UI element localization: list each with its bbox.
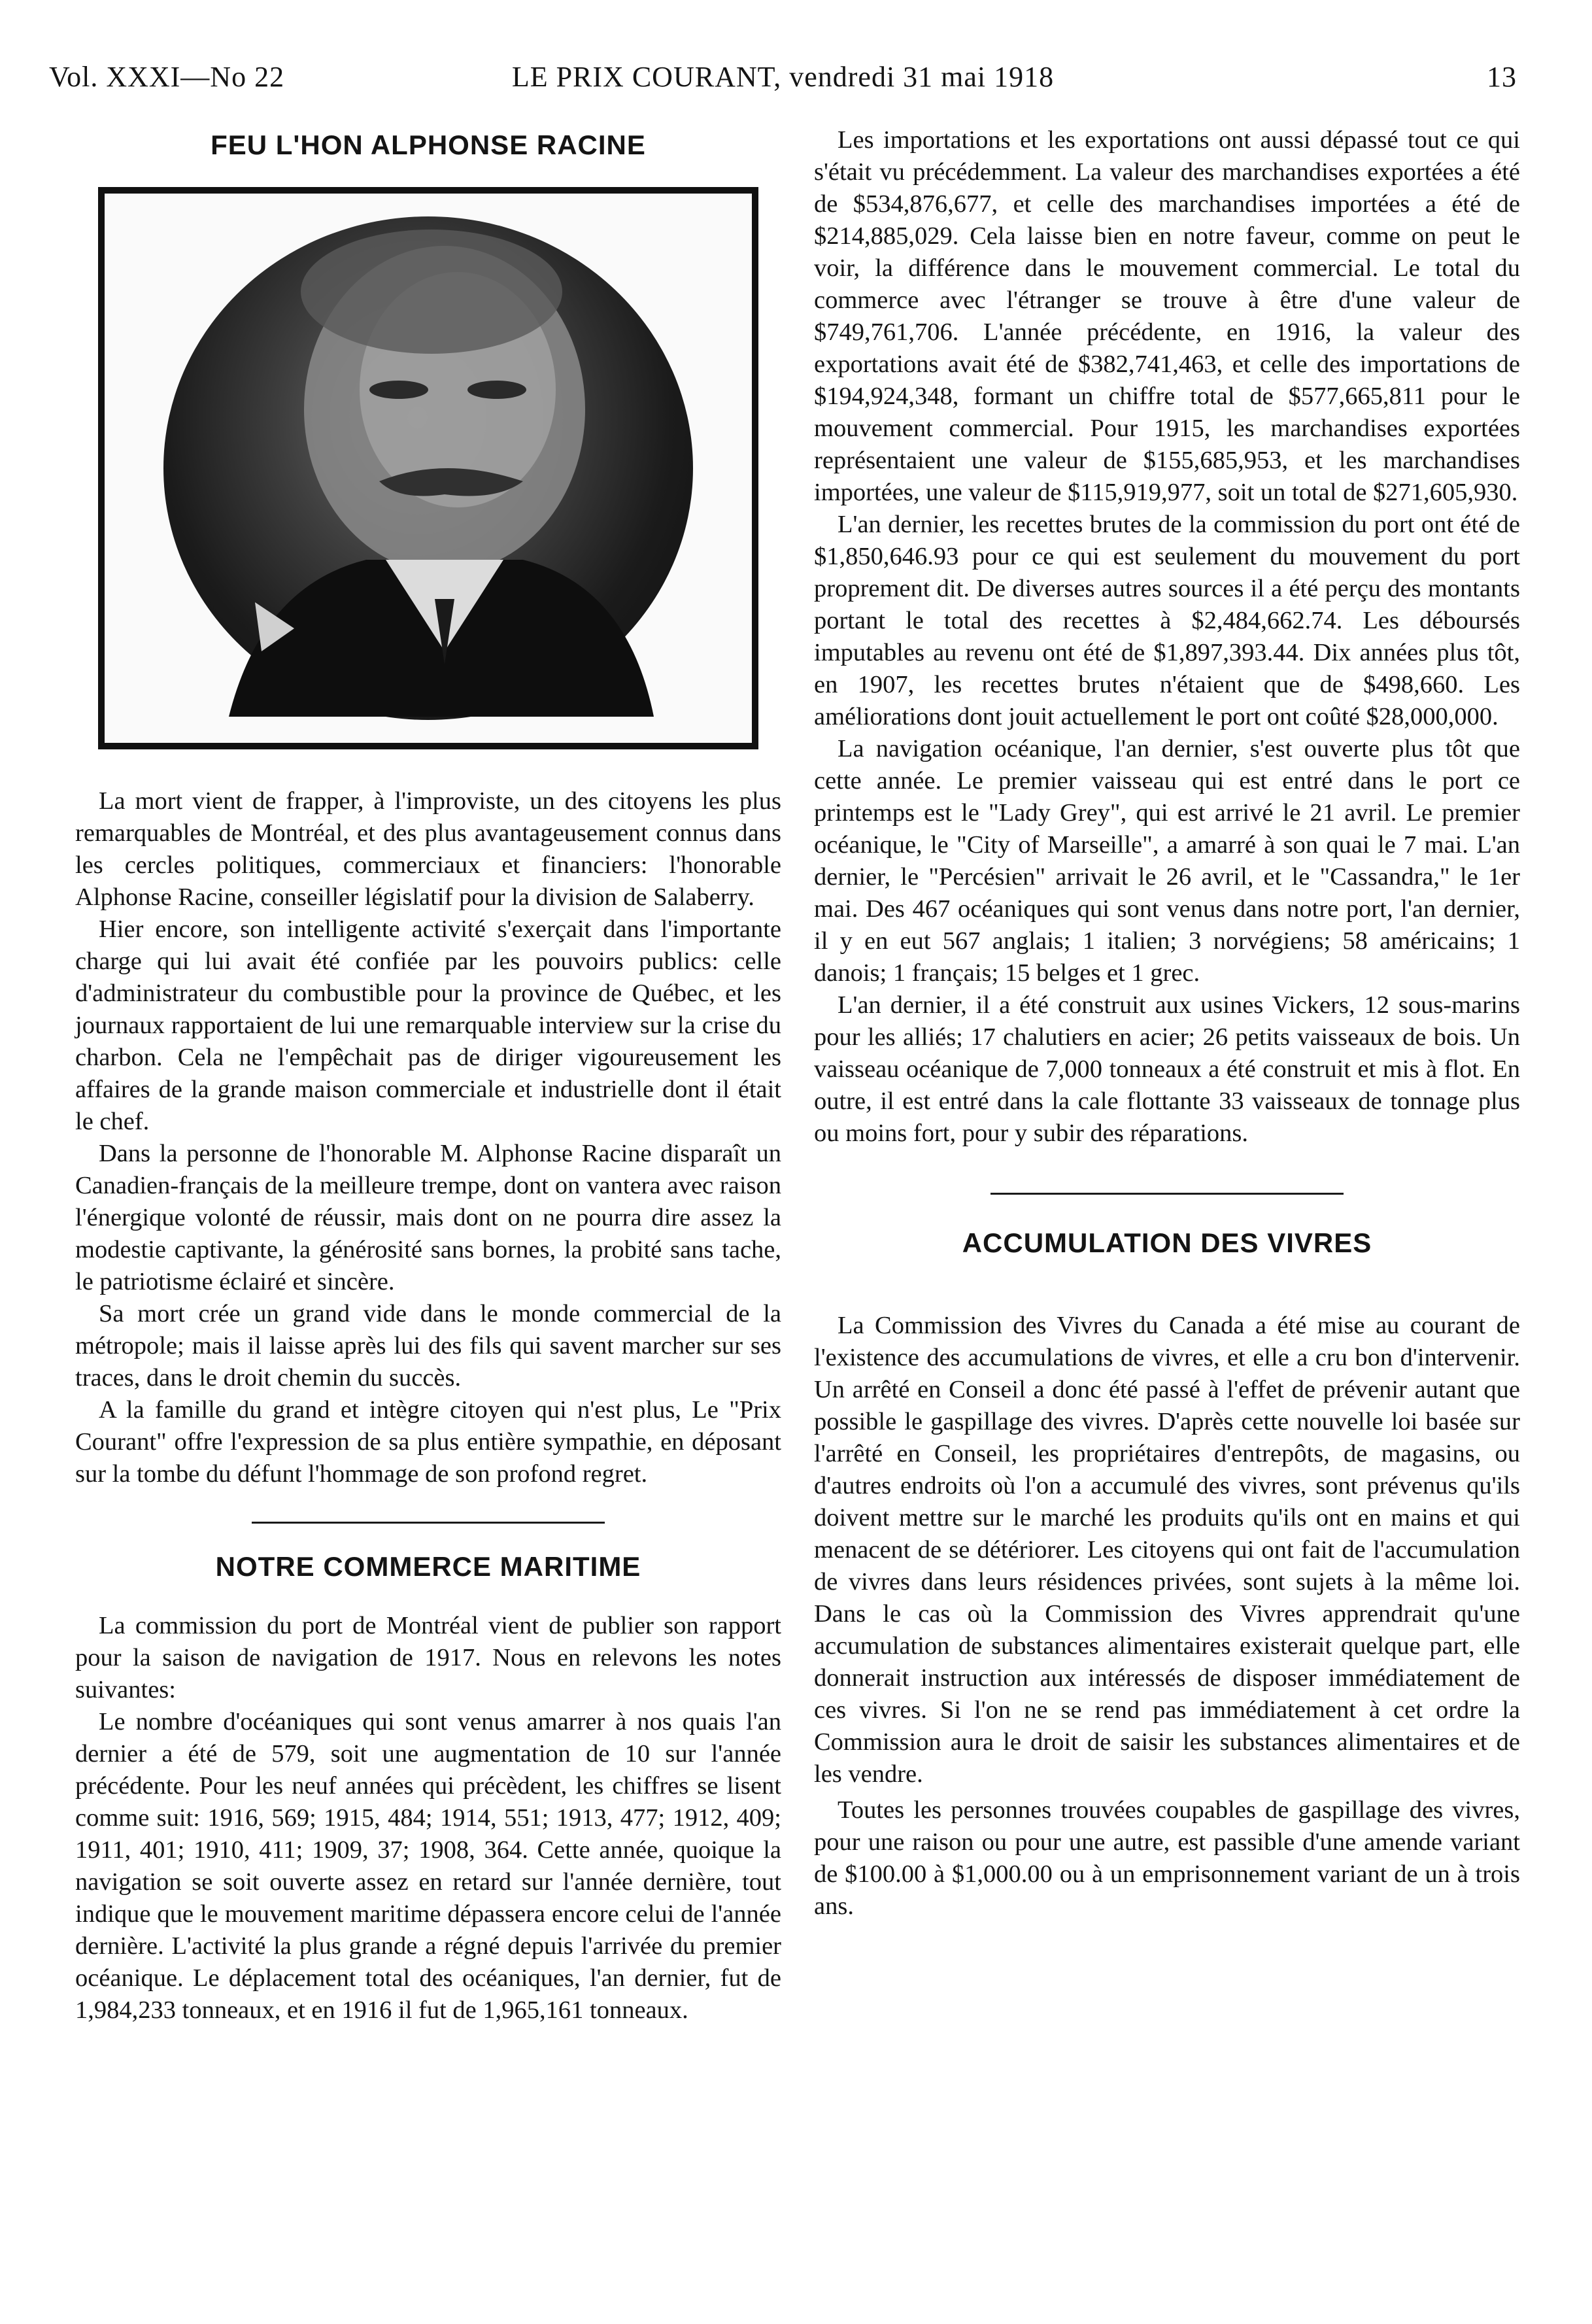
page-number: 13 [1487, 61, 1517, 93]
page-header [49, 60, 1517, 106]
right-column [814, 124, 1520, 1922]
masthead: LE PRIX COURANT, vendredi 31 mai 1918 [511, 61, 1055, 93]
paragraph: Sa mort crée un grand vide dans le monde commercial de la métropole; mais il laisse après lui des fils qui savent marcher sur ses traces, dans le droit chemin du succès. [75, 1300, 781, 1392]
portrait-figure [105, 194, 752, 743]
paragraph: Hier encore, son intelligente activité s'exerçait dans l'importante charge qui lui avait été confiée par les pouvoirs publics: celle d'administrateur du combustible pour la province de Québec, et les journaux rapportaient de lui une remarquable interview sur la crise du charbon. Cela ne l'empêchait pas de diriger vigoureusement les affaires de la grande maison commerciale et industrielle dont il était le chef. [75, 915, 781, 1135]
article-title-racine: FEU L'HON ALPHONSE RACINE [211, 129, 646, 160]
paragraph: Dans la personne de l'honorable M. Alphonse Racine disparaît un Canadien-français de la meilleure trempe, dont on vantera avec raison l'énergique volonté de réussir, mais dont on ne pourra dire assez la modestie captivante, la générosité sans bornes, la probité sans tache, le patriotisme éclairé et sincère. [75, 1140, 781, 1295]
volume-number: Vol. XXXI—No 22 [49, 61, 285, 93]
paragraph: La Commission des Vivres du Canada a été mise au courant de l'existence des accumulations de vivres, et elle a cru bon d'intervenir. Un arrêté en Conseil a donc été passé à l'effet de prévenir autant que possible le gaspillage des vivres. D'après cette nouvelle loi basée sur l'arrêté en Conseil, les propriétaires d'entrepôts, de magasins, ou d'autres endroits où l'on a accumulé des vivres, sont prévenus qu'ils doivent mettre sur le marché les produits qu'ils ont en mains et qui menacent de se détériorer. Les citoyens qui ont fait de l'accumulation de vivres dans leurs résidences privées, sont sujets à la même loi. Dans le cas où la Commission des Vivres apprendrait qu'une accumulation de substances alimentaires existerait quelque part, elle donnerait instruction aux intéressés de disposer immédiatement de ces vivres. Si l'on ne se rend pas immédiatement à cet ordre la Commission aura le droit de saisir les substances alimentaires et de les vendre. [814, 1312, 1520, 1788]
paragraph: La mort vient de frapper, à l'improviste, un des citoyens les plus remarquables de Montréal, et des plus avantageusement connus dans les cercles politiques, commerciaux et financiers: l'honorable Alphonse Racine, conseiller législatif pour la division de Salaberry. [75, 787, 781, 911]
paragraph: A la famille du grand et intègre citoyen qui n'est plus, Le "Prix Courant" offre l'expression de sa plus entière sympathie, en déposant sur la tombe du défunt l'hommage de son profond regret. [75, 1396, 781, 1488]
paragraph: Le nombre d'océaniques qui sont venus amarrer à nos quais l'an dernier a été de 579, soit une augmentation de 10 sur l'année précédente. Pour les neuf années qui précèdent, les chiffres se lisent comme suit: 1916, 569; 1915, 484; 1914, 551; 1913, 477; 1912, 409; 1911, 401; 1910, 411; 1909, 37; 1908, 364. Cette année, quoique la navigation se soit ouverte assez en retard sur l'année dernière, tout indique que le mouvement maritime dépassera encore celui de l'année dernière. L'activité la plus grande a régné depuis l'arrivée du premier océanique. Le déplacement total des océaniques, l'an dernier, fut de 1,984,233 tonneaux, et en 1916 il fut de 1,965,161 tonneaux. [75, 1708, 781, 2024]
paragraph: L'an dernier, les recettes brutes de la commission du port ont été de $1,850,646.93 pour ce qui est seulement du mouvement du port proprement dit. De diverses autres sources il a été perçu des montants portant le total des recettes à $2,484,662.74. Les déboursés imputables au revenu ont été de $1,897,393.44. Dix années plus tôt, en 1907, les recettes brutes n'étaient que de $498,660. Les améliorations dont jouit actuellement le port ont coûté $28,000,000. [814, 511, 1520, 730]
portrait-photo [98, 187, 758, 749]
article-title-commerce: NOTRE COMMERCE MARITIME [215, 1551, 641, 1582]
paragraph: Les importations et les exportations ont aussi dépassé tout ce qui s'était vu précédemment. La valeur des marchandises exportées a été de $534,876,677, et celle des marchandises importées a été de $214,885,029. Cela laisse bien en notre faveur, comme on peut le voir, la différence dans le mouvement commercial. Le total du commerce avec l'étranger se trouve à être d'une valeur de $749,761,706. L'année précédente, en 1916, la valeur des exportations avait été de $382,741,463, et celle des importations de $194,924,348, formant un chiffre total de $577,665,811 pour le mouvement commercial. Pour 1915, les marchandises exportées représentaient une valeur de $155,685,953, et les marchandises importées, une valeur de $115,919,977, soit un total de $271,605,930. [814, 126, 1520, 506]
paragraph: Toutes les personnes trouvées coupables de gaspillage des vivres, pour une raison ou pour une autre, est passible d'une amende variant de $100.00 à $1,000.00 ou à un emprisonnement variant de un à trois ans. [814, 1796, 1520, 1920]
article-title-vivres: ACCUMULATION DES VIVRES [962, 1227, 1372, 1258]
left-column [75, 124, 781, 2026]
paragraph: La navigation océanique, l'an dernier, s'est ouverte plus tôt que cette année. Le premier vaisseau qui est entré dans le port ce printemps est le "Lady Grey", qui est arrivé le 21 avril. Le premier océanique, le "City of Marseille", a amarré à son quai le 7 mai. L'an dernier, le "Percésien" arrivait le 26 avril, et le "Cassandra," le 1er mai. Des 467 océaniques qui sont venus dans notre port, l'an dernier, il y en eut 567 anglais; 1 italien; 3 norvégiens; 58 américains; 1 danois; 1 français; 15 belges et 1 grec. [814, 735, 1520, 987]
paragraph: L'an dernier, il a été construit aux usines Vickers, 12 sous-marins pour les alliés; 17 chalutiers en acier; 26 petits vaisseaux de bois. Un vaisseau océanique de 7,000 tonneaux a été construit et mis à flot. En outre, il est entré dans la cale flottante 33 vaisseaux de tonnage plus ou moins fort, pour y subir des réparations. [814, 991, 1520, 1147]
paragraph: La commission du port de Montréal vient de publier son rapport pour la saison de navigation de 1917. Nous en relevons les notes suivantes: [75, 1612, 781, 1703]
